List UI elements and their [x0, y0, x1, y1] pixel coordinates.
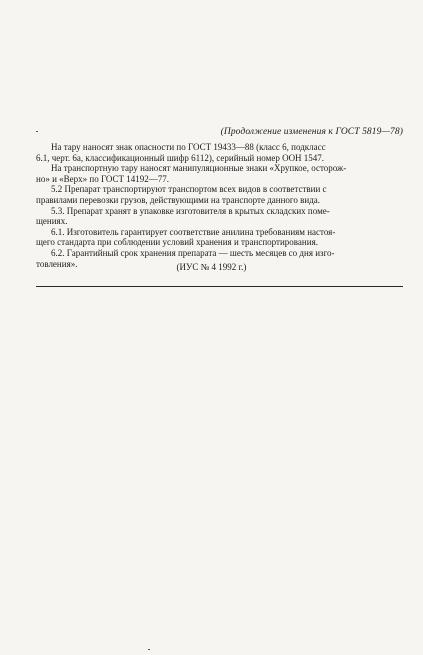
scan-speck	[36, 131, 38, 132]
amendment-body	[36, 142, 402, 269]
closing-rule	[36, 286, 403, 287]
paragraph-warranty-period: 6.2. Гарантийный срок хранения препарата — шесть месяцев со дня изго- товления».	[36, 247, 335, 269]
paragraph-storage: 5.3. Препарат хранят в упаковке изготовителя в крытых складских поме- щениях.	[36, 205, 330, 227]
source-reference: (ИУС № 4 1992 г.)	[176, 262, 247, 272]
scan-speck	[148, 649, 150, 650]
paragraph-handling-signs: На транспортную тару наносят манипуляционные знаки «Хрупкое, осторож- но» и «Верх» по ГОСТ 14192—77.	[36, 163, 347, 184]
paragraph-transport: 5.2 Препарат транспортируют транспортом всех видов в соответствии с правилами перевозки грузов, действующими на транспорте данного вида.	[36, 184, 327, 205]
continuation-header: (Продолжение изменения к ГОСТ 5819—78)	[220, 127, 403, 137]
paragraph-hazard-sign: На тару наносят знак опасности по ГОСТ 19433—88 (класс 6, подкласс 6.1, черт. 6а, классификационный шифр 6112), серийный номер ООН 1547.	[36, 142, 326, 163]
paragraph-warranty-compliance: 6.1. Изготовитель гарантирует соответствие анилина требованиям настоя- щего стандарта при соблюдении условий хранения и транспортирования.	[36, 226, 336, 248]
